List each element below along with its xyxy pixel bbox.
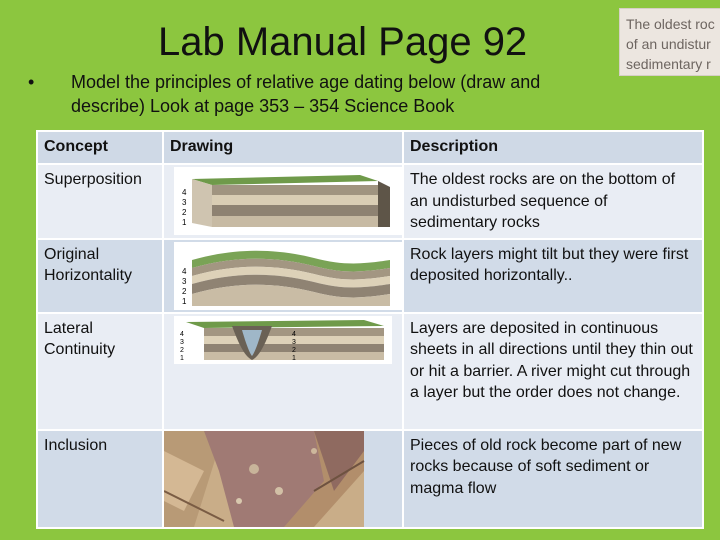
layer-label: 3: [292, 338, 296, 346]
header-concept: Concept: [37, 131, 163, 164]
table-row: [37, 239, 703, 313]
table-row: [37, 430, 703, 528]
layer-label: 4: [182, 266, 187, 276]
layer-label: 1: [182, 296, 187, 306]
slide-title: Lab Manual Page 92: [158, 20, 528, 64]
drawing-cell: [163, 430, 403, 528]
description-cell: Rock layers might tilt but they were first deposited horizontally..: [403, 239, 703, 313]
layer-label: 2: [292, 346, 296, 354]
layer-label: 2: [182, 208, 187, 217]
description-cell: The oldest rocks are on the bottom of an undisturbed sequence of sedimentary rocks: [403, 164, 703, 239]
layer-label: 2: [182, 286, 187, 296]
layer-label: 1: [292, 354, 296, 362]
concept-cell: Inclusion: [37, 430, 163, 528]
layer-label: 3: [182, 198, 187, 207]
layer-label: 1: [182, 218, 187, 227]
drawing-cell: [163, 164, 403, 239]
bullet-dot: •: [28, 72, 35, 92]
snippet-line: The oldest roc: [626, 16, 715, 32]
table-row: [37, 164, 703, 239]
textbook-snippet-image: [619, 8, 720, 76]
river-cut-layers-illustration: [164, 314, 403, 429]
header-description: Description: [403, 131, 703, 164]
layered-rock-block-illustration: [164, 165, 403, 237]
layer-label: 3: [180, 338, 184, 346]
drawing-cell: [163, 239, 403, 313]
layer-label: 4: [182, 188, 187, 197]
concept-cell: Lateral Continuity: [37, 313, 163, 430]
layer-label: 4: [180, 330, 184, 338]
instruction-bullet: [28, 70, 608, 118]
rock-inclusion-photo: [164, 431, 403, 527]
layer-label: 1: [180, 354, 184, 362]
table-header-row: [37, 131, 703, 164]
description-cell: Layers are deposited in continuous sheets in all directions until they thin out or hit a barrier. A river might cut through a layer but the order does not change.: [403, 313, 703, 430]
snippet-line: sedimentary r: [626, 56, 711, 72]
layer-label: 4: [292, 330, 296, 338]
tilted-rock-layers-illustration: [164, 240, 403, 312]
dating-principles-table: [36, 130, 704, 529]
layer-label: 2: [180, 346, 184, 354]
concept-cell: Superposition: [37, 164, 163, 239]
concept-cell: Original Horizontality: [37, 239, 163, 313]
snippet-line: of an undistur: [626, 36, 711, 52]
description-cell: Pieces of old rock become part of new rocks because of soft sediment or magma flow: [403, 430, 703, 528]
instruction-text: Model the principles of relative age dating below (draw and describe) Look at page 353 – 354 Science Book: [71, 72, 541, 116]
layer-label: 3: [182, 276, 187, 286]
drawing-cell: [163, 313, 403, 430]
header-drawing: Drawing: [163, 131, 403, 164]
table-row: [37, 313, 703, 430]
